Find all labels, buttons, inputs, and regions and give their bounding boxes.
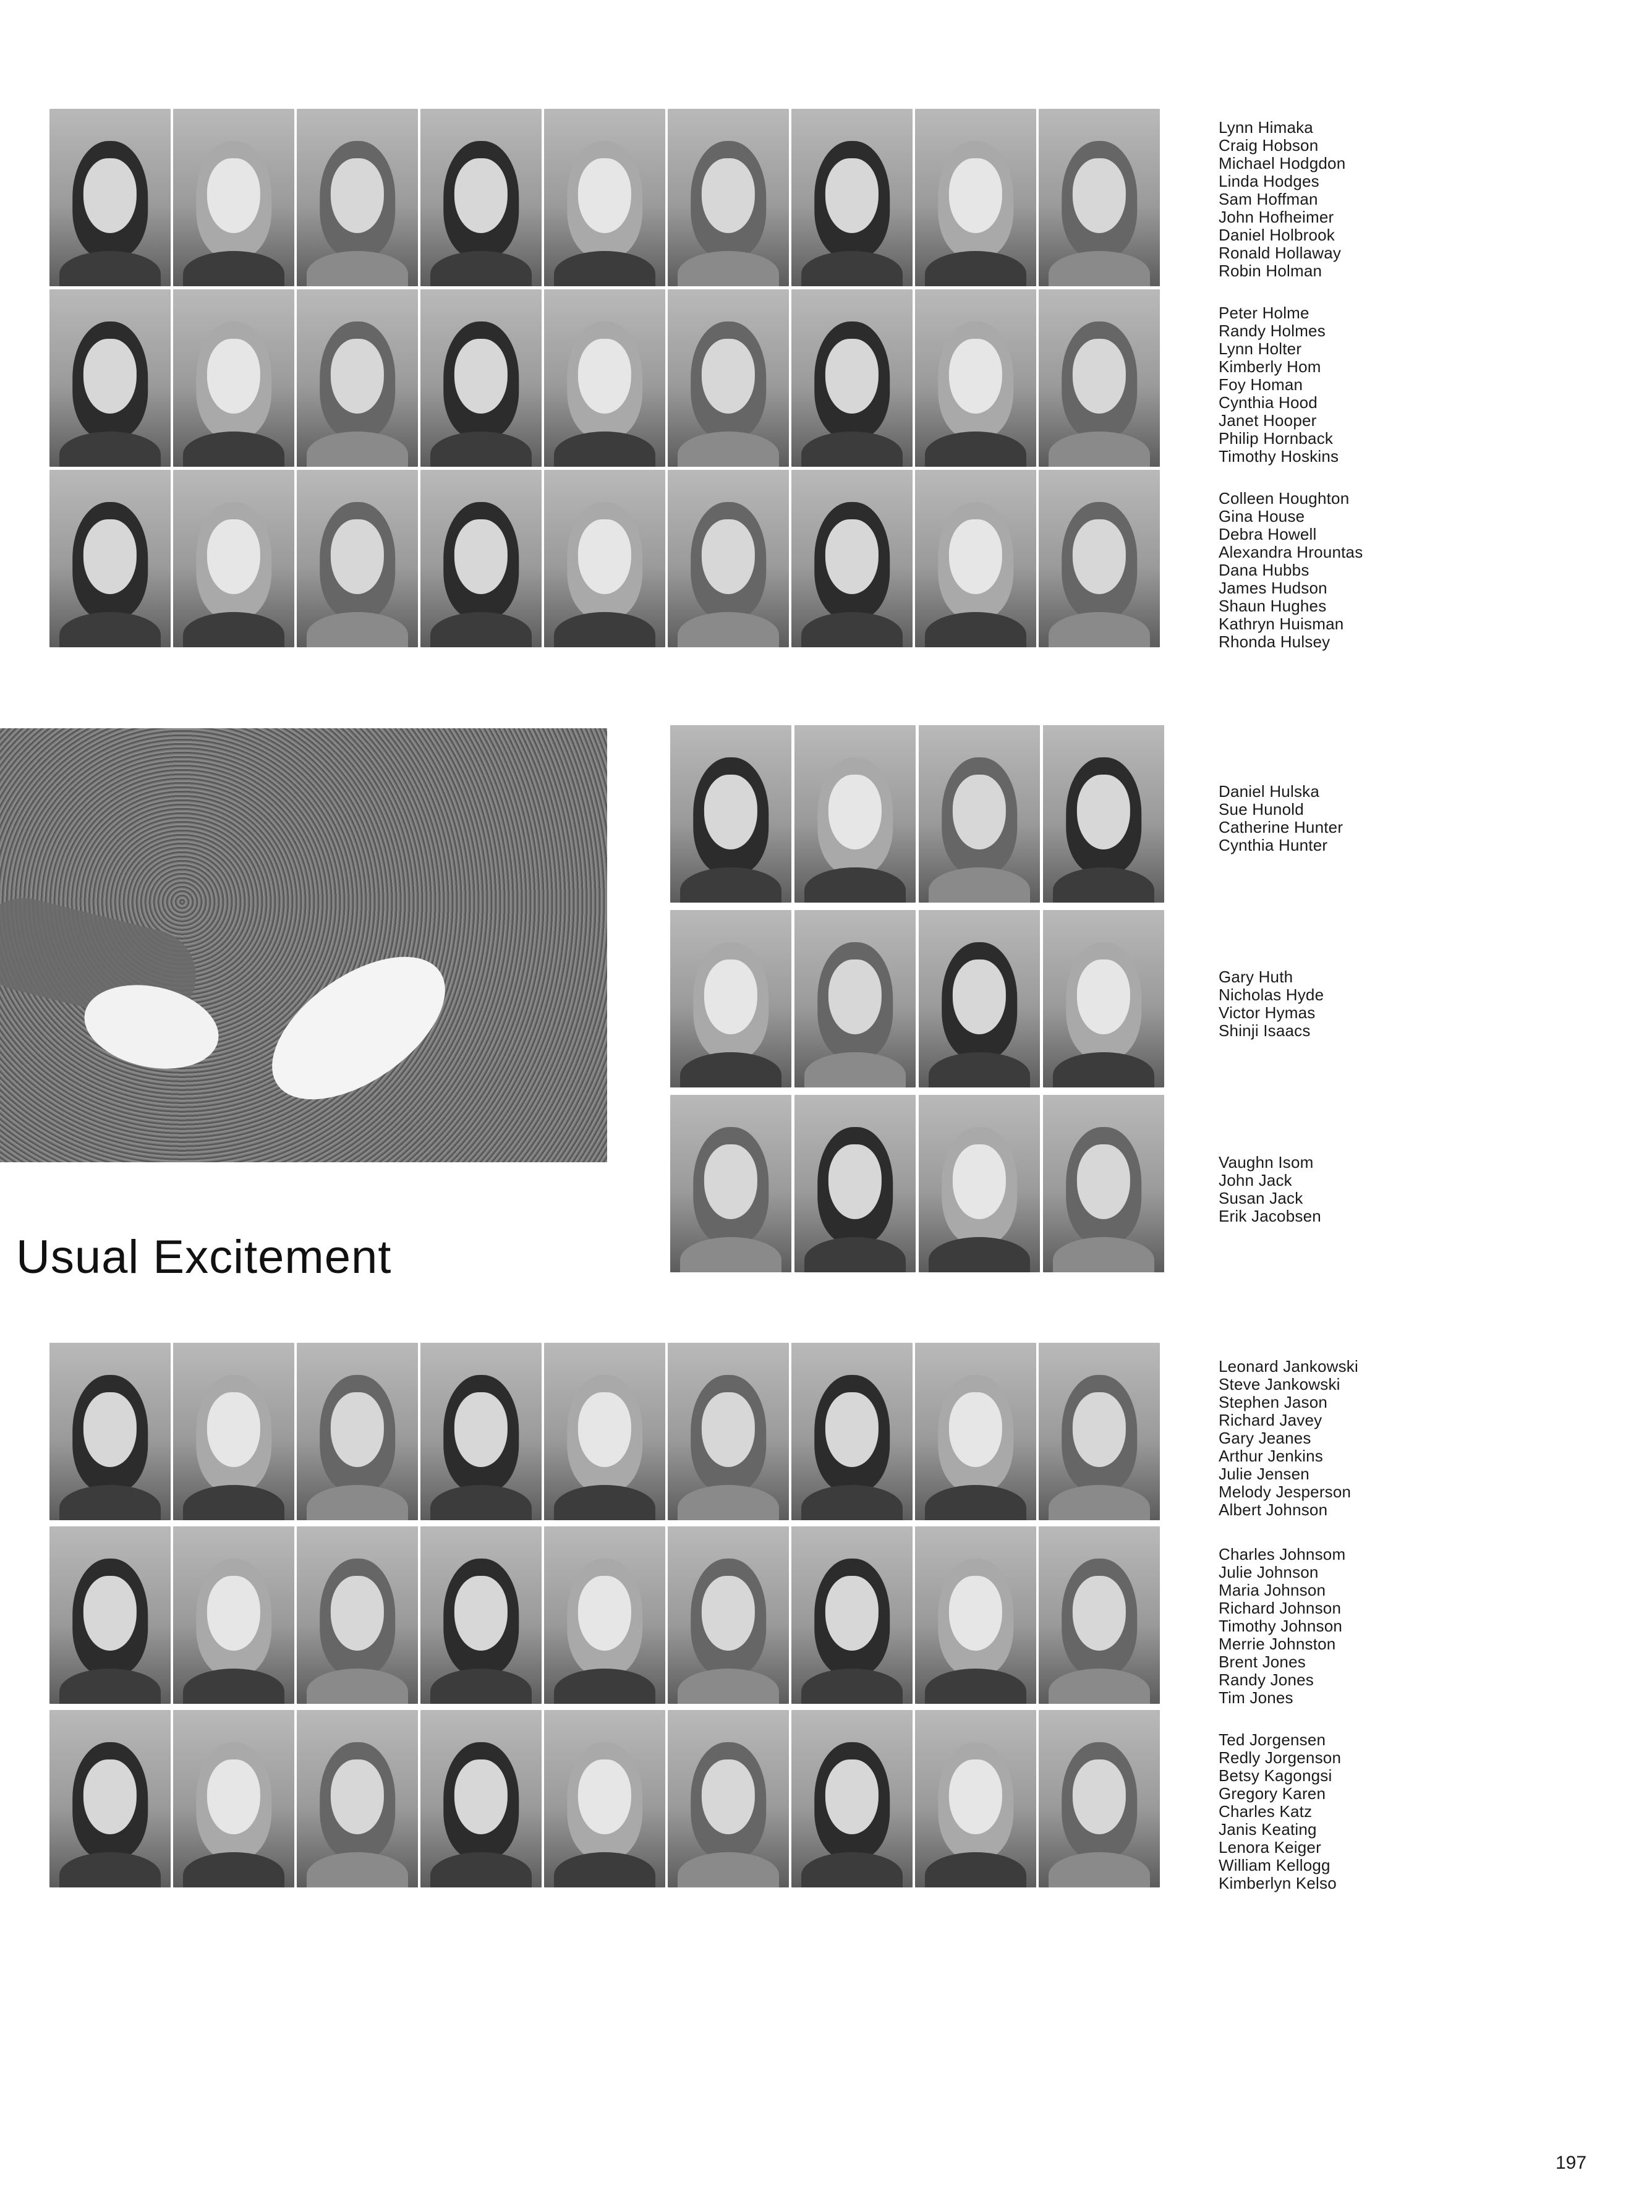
student-name: John Hofheimer xyxy=(1219,208,1334,226)
portrait-face xyxy=(702,339,755,414)
portrait-face xyxy=(1073,339,1126,414)
student-name: Richard Johnson xyxy=(1219,1599,1342,1617)
portrait-shoulders xyxy=(801,251,903,286)
portrait-shoulders xyxy=(1053,1237,1155,1272)
student-portrait xyxy=(919,910,1040,1087)
portrait-grid-top xyxy=(49,109,1160,647)
portrait-shoulders xyxy=(678,1852,780,1887)
student-portrait xyxy=(173,1526,294,1704)
student-name: Lenora Keiger xyxy=(1219,1838,1321,1857)
portrait-face xyxy=(704,959,757,1034)
portrait-shoulders xyxy=(925,1485,1027,1520)
student-portrait xyxy=(420,1526,542,1704)
portrait-shoulders xyxy=(1049,1485,1151,1520)
student-name: Kimberlyn Kelso xyxy=(1219,1874,1337,1892)
student-name: Randy Holmes xyxy=(1219,321,1326,340)
portrait-shoulders xyxy=(554,1669,656,1704)
portrait-face xyxy=(578,158,631,233)
student-portrait xyxy=(791,1710,913,1887)
portrait-face xyxy=(83,1576,137,1651)
portrait-shoulders xyxy=(1049,612,1151,647)
student-name: Albert Johnson xyxy=(1219,1500,1328,1519)
student-name: Timothy Johnson xyxy=(1219,1617,1343,1635)
portrait-shoulders xyxy=(801,1669,903,1704)
student-name: Betsy Kagongsi xyxy=(1219,1766,1332,1785)
portrait-face xyxy=(83,1759,137,1834)
portrait-face xyxy=(704,1144,757,1219)
portrait-shoulders xyxy=(59,251,161,286)
portrait-face xyxy=(828,959,882,1034)
student-name: Janet Hooper xyxy=(1219,411,1317,430)
student-name: Sue Hunold xyxy=(1219,800,1304,819)
student-portrait xyxy=(915,1710,1036,1887)
student-portrait xyxy=(1039,289,1160,467)
portrait-shoulders xyxy=(554,1852,656,1887)
student-portrait xyxy=(297,1526,418,1704)
student-portrait xyxy=(915,1526,1036,1704)
portrait-shoulders xyxy=(801,1852,903,1887)
student-portrait xyxy=(668,1710,789,1887)
student-name: Tim Jones xyxy=(1219,1688,1293,1707)
student-portrait xyxy=(915,109,1036,286)
portrait-shoulders xyxy=(680,1052,782,1087)
student-portrait xyxy=(544,1526,665,1704)
student-name: Maria Johnson xyxy=(1219,1581,1326,1599)
portrait-shoulders xyxy=(183,1485,285,1520)
student-name: Lynn Himaka xyxy=(1219,118,1313,137)
portrait-shoulders xyxy=(307,1669,409,1704)
portrait-face xyxy=(828,1144,882,1219)
student-name: Richard Javey xyxy=(1219,1411,1322,1429)
student-name: Redly Jorgenson xyxy=(1219,1748,1342,1767)
portrait-face xyxy=(578,1392,631,1467)
portrait-face xyxy=(949,1576,1002,1651)
sneaker-right xyxy=(247,929,470,1128)
portrait-shoulders xyxy=(1049,251,1151,286)
portrait-shoulders xyxy=(678,251,780,286)
student-name: Steve Jankowski xyxy=(1219,1375,1340,1393)
student-name: Gina House xyxy=(1219,507,1305,525)
student-name: Craig Hobson xyxy=(1219,136,1319,155)
portrait-face xyxy=(1073,519,1126,594)
student-name: Cynthia Hood xyxy=(1219,393,1318,412)
student-portrait xyxy=(794,1095,916,1272)
student-portrait xyxy=(297,1343,418,1520)
portrait-shoulders xyxy=(1053,867,1155,903)
student-portrait xyxy=(919,1095,1040,1272)
student-name: Debra Howell xyxy=(1219,525,1317,543)
student-portrait xyxy=(668,1343,789,1520)
student-portrait xyxy=(1039,470,1160,647)
student-name: Sam Hoffman xyxy=(1219,190,1318,208)
student-portrait xyxy=(49,1710,171,1887)
portrait-shoulders xyxy=(925,1669,1027,1704)
name-list-top-row-1 xyxy=(1219,119,1345,280)
portrait-shoulders xyxy=(554,251,656,286)
student-name: Robin Holman xyxy=(1219,262,1322,280)
portrait-shoulders xyxy=(183,612,285,647)
portrait-face xyxy=(83,519,137,594)
student-name: Victor Hymas xyxy=(1219,1003,1316,1022)
portrait-shoulders xyxy=(307,251,409,286)
portrait-shoulders xyxy=(678,612,780,647)
student-portrait xyxy=(1039,109,1160,286)
student-portrait xyxy=(1039,1526,1160,1704)
portrait-face xyxy=(949,1392,1002,1467)
student-name: Gary Huth xyxy=(1219,968,1293,986)
portrait-shoulders xyxy=(1049,1852,1151,1887)
student-portrait xyxy=(173,1343,294,1520)
student-name: Philip Hornback xyxy=(1219,429,1334,448)
name-list-bottom-row-2 xyxy=(1219,1546,1345,1707)
portrait-shoulders xyxy=(59,612,161,647)
portrait-face xyxy=(207,1759,260,1834)
student-name: Susan Jack xyxy=(1219,1189,1303,1207)
portrait-shoulders xyxy=(804,1237,906,1272)
student-portrait xyxy=(420,470,542,647)
portrait-shoulders xyxy=(925,251,1027,286)
student-portrait xyxy=(791,289,913,467)
portrait-shoulders xyxy=(680,1237,782,1272)
portrait-face xyxy=(331,1576,384,1651)
student-name: Janis Keating xyxy=(1219,1820,1317,1839)
student-portrait xyxy=(794,910,916,1087)
student-name: Melody Jesperson xyxy=(1219,1482,1352,1501)
portrait-face xyxy=(702,519,755,594)
student-name: Stephen Jason xyxy=(1219,1393,1328,1411)
portrait-face xyxy=(825,1759,879,1834)
portrait-shoulders xyxy=(59,1485,161,1520)
portrait-shoulders xyxy=(307,1485,409,1520)
portrait-grid-bottom xyxy=(49,1343,1160,1887)
student-portrait xyxy=(49,289,171,467)
portrait-face xyxy=(454,1759,508,1834)
portrait-shoulders xyxy=(59,1852,161,1887)
portrait-shoulders xyxy=(59,1669,161,1704)
portrait-face xyxy=(1073,1576,1126,1651)
portrait-face xyxy=(949,1759,1002,1834)
portrait-face xyxy=(825,1392,879,1467)
portrait-face xyxy=(702,1759,755,1834)
portrait-grid-middle xyxy=(670,725,1164,1272)
student-name: Lynn Holter xyxy=(1219,339,1302,358)
student-portrait xyxy=(544,289,665,467)
portrait-face xyxy=(207,339,260,414)
student-portrait xyxy=(670,1095,791,1272)
student-name: Dana Hubbs xyxy=(1219,561,1309,579)
student-name: John Jack xyxy=(1219,1171,1292,1189)
student-portrait xyxy=(1043,725,1164,903)
student-name: Gary Jeanes xyxy=(1219,1429,1311,1447)
student-portrait xyxy=(668,470,789,647)
portrait-shoulders xyxy=(430,1485,532,1520)
portrait-face xyxy=(953,959,1006,1034)
student-portrait xyxy=(297,289,418,467)
name-list-middle-row-1 xyxy=(1219,783,1343,854)
portrait-face xyxy=(578,1759,631,1834)
student-name: Michael Hodgdon xyxy=(1219,154,1346,172)
portrait-shoulders xyxy=(183,1852,285,1887)
portrait-face xyxy=(331,519,384,594)
portrait-shoulders xyxy=(925,612,1027,647)
portrait-face xyxy=(949,158,1002,233)
student-portrait xyxy=(544,109,665,286)
portrait-face xyxy=(953,1144,1006,1219)
student-name: Rhonda Hulsey xyxy=(1219,632,1331,651)
portrait-face xyxy=(825,339,879,414)
student-portrait xyxy=(173,470,294,647)
student-portrait xyxy=(668,1526,789,1704)
student-name: Alexandra Hrountas xyxy=(1219,543,1363,561)
portrait-face xyxy=(1077,959,1130,1034)
name-list-middle-row-2 xyxy=(1219,968,1324,1040)
portrait-face xyxy=(207,1392,260,1467)
student-portrait xyxy=(544,1710,665,1887)
portrait-face xyxy=(702,1576,755,1651)
student-name: Daniel Holbrook xyxy=(1219,226,1335,244)
student-portrait xyxy=(1039,1710,1160,1887)
student-name: Gregory Karen xyxy=(1219,1784,1326,1803)
student-portrait xyxy=(49,470,171,647)
student-name: Brent Jones xyxy=(1219,1653,1306,1671)
student-portrait xyxy=(420,1710,542,1887)
student-portrait xyxy=(670,725,791,903)
student-portrait xyxy=(915,470,1036,647)
portrait-face xyxy=(949,339,1002,414)
student-name: Leonard Jankowski xyxy=(1219,1357,1358,1376)
student-name: Ted Jorgensen xyxy=(1219,1730,1326,1749)
student-name: Cynthia Hunter xyxy=(1219,836,1328,854)
portrait-shoulders xyxy=(183,1669,285,1704)
student-name: Linda Hodges xyxy=(1219,172,1319,190)
portrait-face xyxy=(1073,1759,1126,1834)
name-list-top-row-3 xyxy=(1219,490,1363,651)
portrait-shoulders xyxy=(925,432,1027,467)
student-portrait xyxy=(670,910,791,1087)
student-name: James Hudson xyxy=(1219,579,1327,597)
student-name: Julie Johnson xyxy=(1219,1563,1319,1581)
portrait-face xyxy=(331,158,384,233)
student-portrait xyxy=(794,725,916,903)
student-name: Charles Katz xyxy=(1219,1802,1313,1821)
student-name: Merrie Johnston xyxy=(1219,1635,1336,1653)
student-portrait xyxy=(791,1526,913,1704)
portrait-shoulders xyxy=(307,1852,409,1887)
portrait-face xyxy=(1077,775,1130,849)
portrait-face xyxy=(702,158,755,233)
student-portrait xyxy=(297,109,418,286)
student-name: Charles Johnsom xyxy=(1219,1545,1346,1563)
student-portrait xyxy=(1043,1095,1164,1272)
portrait-shoulders xyxy=(680,867,782,903)
portrait-shoulders xyxy=(801,1485,903,1520)
portrait-face xyxy=(207,1576,260,1651)
student-portrait xyxy=(297,1710,418,1887)
portrait-face xyxy=(825,158,879,233)
name-list-middle-row-3 xyxy=(1219,1154,1321,1225)
student-portrait xyxy=(544,470,665,647)
student-name: William Kellogg xyxy=(1219,1856,1331,1874)
student-portrait xyxy=(173,289,294,467)
student-portrait xyxy=(668,289,789,467)
portrait-face xyxy=(331,339,384,414)
portrait-shoulders xyxy=(678,1669,780,1704)
portrait-shoulders xyxy=(554,612,656,647)
portrait-shoulders xyxy=(929,1052,1031,1087)
student-name: Erik Jacobsen xyxy=(1219,1207,1321,1225)
portrait-shoulders xyxy=(678,432,780,467)
page-number: 197 xyxy=(1556,2153,1587,2173)
portrait-shoulders xyxy=(430,1852,532,1887)
portrait-face xyxy=(454,1576,508,1651)
portrait-shoulders xyxy=(804,1052,906,1087)
portrait-face xyxy=(578,519,631,594)
student-portrait xyxy=(420,109,542,286)
portrait-shoulders xyxy=(804,867,906,903)
portrait-face xyxy=(825,519,879,594)
student-portrait xyxy=(915,1343,1036,1520)
student-name: Vaughn Isom xyxy=(1219,1153,1314,1172)
portrait-face xyxy=(702,1392,755,1467)
portrait-face xyxy=(949,519,1002,594)
portrait-shoulders xyxy=(307,612,409,647)
portrait-shoulders xyxy=(678,1485,780,1520)
portrait-face xyxy=(454,158,508,233)
portrait-face xyxy=(825,1576,879,1651)
portrait-face xyxy=(331,1392,384,1467)
portrait-shoulders xyxy=(801,612,903,647)
student-name: Shaun Hughes xyxy=(1219,597,1327,615)
portrait-face xyxy=(454,339,508,414)
portrait-shoulders xyxy=(183,432,285,467)
section-heading: Usual Excitement xyxy=(16,1231,392,1283)
student-portrait xyxy=(173,1710,294,1887)
portrait-shoulders xyxy=(1053,1052,1155,1087)
student-portrait xyxy=(297,470,418,647)
portrait-shoulders xyxy=(307,432,409,467)
student-name: Arthur Jenkins xyxy=(1219,1447,1323,1465)
name-list-bottom-row-3 xyxy=(1219,1731,1341,1892)
portrait-face xyxy=(704,775,757,849)
portrait-shoulders xyxy=(430,1669,532,1704)
student-name: Peter Holme xyxy=(1219,304,1309,322)
portrait-shoulders xyxy=(925,1852,1027,1887)
feature-photo-grass-shoes xyxy=(0,728,607,1162)
portrait-face xyxy=(83,1392,137,1467)
portrait-face xyxy=(1073,158,1126,233)
portrait-face xyxy=(207,519,260,594)
student-portrait xyxy=(49,1526,171,1704)
student-portrait xyxy=(420,289,542,467)
portrait-shoulders xyxy=(1049,432,1151,467)
portrait-shoulders xyxy=(1049,1669,1151,1704)
portrait-shoulders xyxy=(183,251,285,286)
student-portrait xyxy=(791,109,913,286)
portrait-face xyxy=(83,339,137,414)
student-name: Foy Homan xyxy=(1219,375,1303,394)
name-list-top-row-2 xyxy=(1219,304,1339,466)
portrait-face xyxy=(454,519,508,594)
student-portrait xyxy=(791,1343,913,1520)
portrait-shoulders xyxy=(554,432,656,467)
student-portrait xyxy=(1039,1343,1160,1520)
portrait-shoulders xyxy=(801,432,903,467)
portrait-face xyxy=(83,158,137,233)
student-name: Randy Jones xyxy=(1219,1670,1314,1689)
student-name: Kimberly Hom xyxy=(1219,357,1321,376)
student-name: Shinji Isaacs xyxy=(1219,1021,1311,1040)
student-portrait xyxy=(420,1343,542,1520)
portrait-shoulders xyxy=(59,432,161,467)
student-name: Timothy Hoskins xyxy=(1219,447,1339,466)
student-name: Julie Jensen xyxy=(1219,1465,1309,1483)
student-portrait xyxy=(173,109,294,286)
student-name: Kathryn Huisman xyxy=(1219,615,1344,633)
portrait-face xyxy=(1073,1392,1126,1467)
student-portrait xyxy=(915,289,1036,467)
portrait-shoulders xyxy=(430,432,532,467)
student-portrait xyxy=(1043,910,1164,1087)
student-portrait xyxy=(49,1343,171,1520)
student-name: Daniel Hulska xyxy=(1219,782,1320,801)
portrait-face xyxy=(578,1576,631,1651)
portrait-face xyxy=(207,158,260,233)
portrait-face xyxy=(578,339,631,414)
portrait-shoulders xyxy=(929,1237,1031,1272)
portrait-shoulders xyxy=(929,867,1031,903)
portrait-face xyxy=(953,775,1006,849)
portrait-face xyxy=(331,1759,384,1834)
student-portrait xyxy=(49,109,171,286)
student-name: Nicholas Hyde xyxy=(1219,985,1324,1004)
student-portrait xyxy=(791,470,913,647)
portrait-face xyxy=(828,775,882,849)
student-portrait xyxy=(919,725,1040,903)
student-name: Colleen Houghton xyxy=(1219,489,1350,508)
portrait-face xyxy=(454,1392,508,1467)
student-name: Catherine Hunter xyxy=(1219,818,1343,836)
name-list-bottom-row-1 xyxy=(1219,1358,1358,1519)
portrait-face xyxy=(1077,1144,1130,1219)
student-portrait xyxy=(544,1343,665,1520)
student-name: Ronald Hollaway xyxy=(1219,244,1342,262)
student-portrait xyxy=(668,109,789,286)
portrait-shoulders xyxy=(430,612,532,647)
portrait-shoulders xyxy=(430,251,532,286)
portrait-shoulders xyxy=(554,1485,656,1520)
